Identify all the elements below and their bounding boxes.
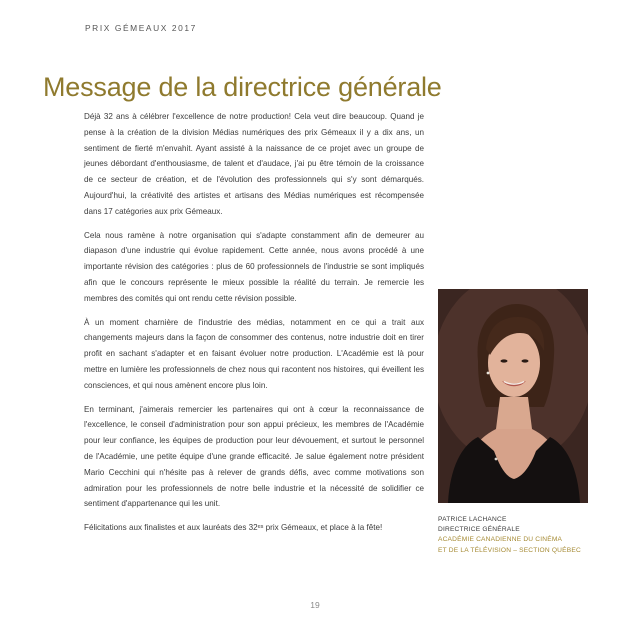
photo-caption (438, 515, 618, 556)
page-number: 19 (310, 600, 320, 610)
portrait-photo (438, 289, 588, 503)
paragraph: Félicitations aux finalistes et aux lauréats des 32ᵉˢ prix Gémeaux, et place à la fête! (84, 523, 383, 533)
paragraph: Cela nous ramène à notre organisation qui s'adapte constamment afin de demeurer au diapason d'une industrie qui évolue rapidement. Cette année, nous avons procédé à une importante révision des catégories : plus de 60 professionnels de l'industrie se sont impliqués afin que le concours représente le mieux possible la réalité du terrain. Je remercie les membres des comités qui ont rendu cette révision possible. (84, 230, 424, 303)
paragraph: En terminant, j'aimerais remercier les partenaires qui ont à cœur la reconnaissance de l'excellence, le conseil d'administration pour son appui précieux, les membres de l'Académie pour leur confiance, les équipes de production pour leur dévouement, et surtout le personnel de l'Académie, une petite équipe d'une grande efficacité. Je salue également notre président Mario Cecchini qui n'hésite pas à relever de grands défis, avec comme motivations son admiration pour les professionnels de notre belle industrie et la nécessité de solidifier ce sentiment d'appartenance qui les unit. (84, 404, 424, 509)
caption-name: PATRICE LACHANCE (438, 516, 507, 523)
page-title: Message de la directrice générale (43, 72, 442, 103)
publication-header: PRIX GÉMEAUX 2017 (85, 23, 197, 33)
portrait-illustration (438, 289, 588, 503)
caption-organization-line-1: ACADÉMIE CANADIENNE DU CINÉMA (438, 536, 563, 544)
paragraph: Déjà 32 ans à célébrer l'excellence de notre production! Cela veut dire beaucoup. Quand je pense à la création de la division Médias numériques des prix Gémeaux il y a dix ans, un sentiment de fierté m'envahit. Ayant assisté à la naissance de ce projet avec un groupe de jeunes débordant d'enthousiasme, de talent et d'audace, j'ai pu être témoin de la croissance de ce secteur de création, et de l'évolution des professionnels qui s'y sont démarqués. Aujourd'hui, la créativité des artistes et artisans des Médias numériques est récompensée dans 17 catégories aux prix Gémeaux. (84, 112, 424, 216)
paragraph: À un moment charnière de l'industrie des médias, notamment en ce qui a trait aux changements majeurs dans la façon de consommer des contenus, notre industrie doit en tirer profit en sachant s'adapter et en faisant évoluer notre production. L'Académie est là pour mettre en lumière les professionnels de chez nous qui racontent nos histoires, qui éveillent les consciences, et qui nous amènent encore plus loin. (84, 317, 424, 390)
message-body (84, 109, 424, 544)
caption-organization-line-2: ET DE LA TÉLÉVISION – SECTION QUÉBEC (438, 546, 581, 554)
caption-role: DIRECTRICE GÉNÉRALE (438, 526, 520, 534)
